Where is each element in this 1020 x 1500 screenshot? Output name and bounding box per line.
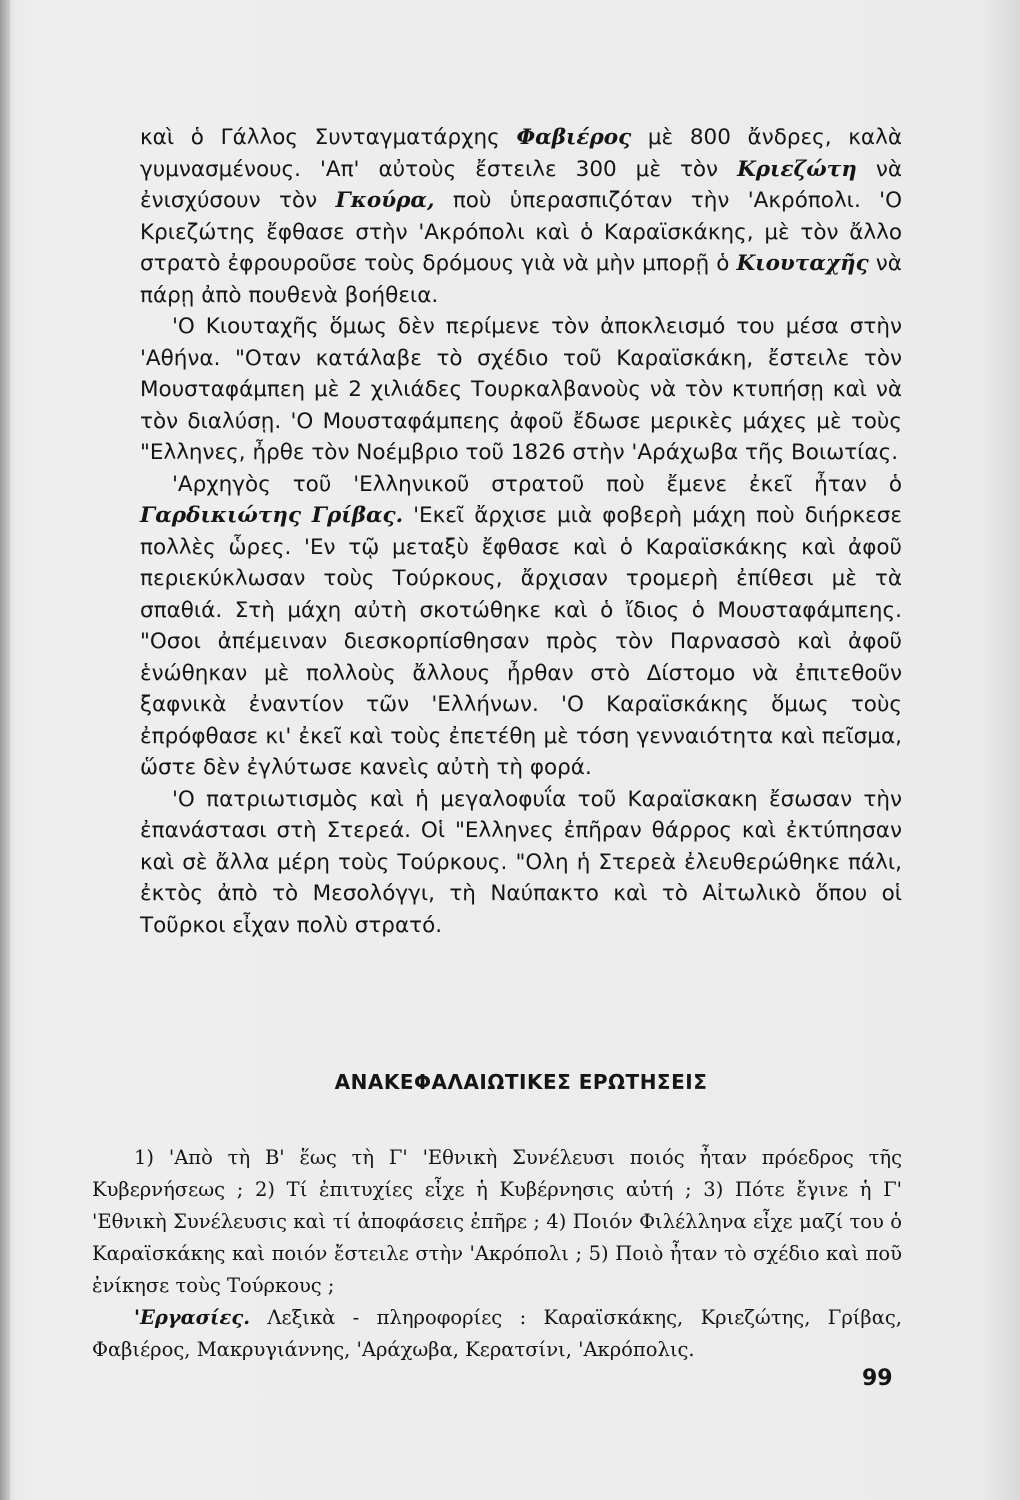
name-gouras: Γκούρα, — [335, 188, 435, 213]
paragraph-3 — [140, 469, 902, 784]
name-kriezotis: Κριεζώτη — [737, 156, 857, 182]
tasks-paragraph — [92, 1302, 902, 1366]
text-run: μὲ 800 ἄνδρες, καλὰ γυμνασμένους. 'Απ' αὐτοὺς ἔστειλε 300 μὲ τὸν — [140, 125, 902, 182]
text-run: 'Αρχηγὸς τοῦ 'Ελληνικοῦ στρατοῦ ποὺ ἔμενε ἐκεῖ ἦταν ὁ — [172, 471, 902, 497]
page-edge-shadow — [0, 0, 10, 1500]
paragraph-2: 'Ο Κιουταχῆς ὅμως δὲν περίμενε τὸν ἀποκλεισμό του μέσα στὴν 'Αθήνα. "Οταν κατάλαβε τὸ σχέδιο τοῦ Καραϊσκάκη, ἔστειλε τὸν Μουσταφάμπεη μὲ 2 χιλιάδες Τουρκαλβανοὺς νὰ τὸν κτυπήσῃ καὶ νὰ τὸν διαλύσῃ. 'Ο Μουσταφάμπεης ἀφοῦ ἔδωσε μερικὲς μάχες μὲ τοὺς "Ελληνες, ἦρθε τὸν Νοέμβριο τοῦ 1826 στὴν 'Αράχωβα τῆς Βοιωτίας. — [140, 314, 902, 465]
text-run: καὶ ὁ Γάλλος Συνταγματάρχης — [140, 125, 517, 150]
text-run: 'Εκεῖ ἄρχισε μιὰ φοβερὴ μάχη ποὺ διήρκεσε πολλὲς ὧρες. 'Εν τῷ μεταξὺ ἔφθασε καὶ ὁ Καραϊσκάκης καὶ ἀφοῦ περιεκύκλωσαν τοὺς Τούρκους, ἄρχισαν τρομερὴ ἐπίθεσι μὲ τὰ σπαθιά. Στὴ μάχη αὐτὴ σκοτώθηκε καὶ ὁ ἴδιος ὁ Μουσταφάμπεης. "Οσοι ἀπέμειναν διεσκορπίσθησαν πρὸς τὸν Παρνασσὸ καὶ ἀφοῦ ἑνώθηκαν μὲ πολλοὺς ἄλλους ἦρθαν στὸ Δίστομο νὰ ἐπιτεθοῦν ξαφνικὰ ἐναντίον τῶν 'Ελλήνων. 'Ο Καραϊσκάκης ὅμως τοὺς ἐπρόφθασε κι' ἐκεῖ καὶ τοὺς ἐπετέθη μὲ τόση γενναιότητα καὶ πεῖσμα, ὥστε δὲν ἐγλύτωσε κανεὶς αὐτὴ τὴ φορά. — [140, 503, 902, 780]
tasks-text: Λεξικὰ - πληροφορίες : Καραϊσκάκης, Κριεζώτης, Γρίβας, Φαβιέρος, Μακρυγιάννης, 'Αράχωβα, Κερατσίνι, 'Ακρόπολις. — [92, 1306, 902, 1361]
main-text — [140, 122, 902, 941]
text-run: νὰ πάρῃ ἀπὸ πουθενὰ βοήθεια. — [140, 251, 902, 308]
paragraph-1 — [140, 122, 902, 311]
text-run: ποὺ ὑπερασπιζόταν τὴν 'Ακρόπολι. 'Ο Κριεζώτης ἔφθασε στὴν 'Ακρόπολι καὶ ὁ Καραϊσκάκης, μὲ τὸν ἄλλο στρατὸ ἐφρουροῦσε τοὺς δρόμους γιὰ νὰ μὴν μπορῇ ὁ — [140, 188, 902, 276]
page-number: 99 — [862, 1366, 893, 1391]
name-kioutachis: Κιουταχῆς — [736, 251, 869, 276]
name-grivas: Γαρδικιώτης Γρίβας. — [140, 503, 404, 528]
paragraph-4: 'Ο πατριωτισμὸς καὶ ἡ μεγαλοφυΐα τοῦ Καραϊσκακη ἔσωσαν τὴν ἐπανάστασι στὴ Στερεά. Οἱ "Ελληνες ἐπῆραν θάρρος καὶ ἐκτύπησαν καὶ σὲ ἄλλα μέρη τοὺς Τούρκους. "Ολη ἡ Στερεὰ ἐλευθερώθηκε πάλι, ἐκτὸς ἀπὸ τὸ Μεσολόγγι, τὴ Ναύπακτο καὶ τὸ Αἰτωλικὸ ὅπου οἱ Τοῦρκοι εἶχαν πολὺ στρατό. — [140, 786, 902, 938]
name-fabvier: Φαβιέρος — [516, 125, 632, 150]
text-run: νὰ ἐνισχύσουν τὸν — [140, 156, 902, 213]
section-heading: ΑΝΑΚΕΦΑΛΑΙΩΤΙΚΕΣ ΕΡΩΤΗΣΕΙΣ — [334, 1070, 708, 1094]
questions-text: 1) 'Απὸ τὴ Β' ἕως τὴ Γ' 'Εθνικὴ Συνέλευσι ποιός ἦταν πρόεδρος τῆς Κυβερνήσεως ; 2) Τί ἐπιτυχίες εἶχε ἡ Κυβέρνησις αὐτή ; 3) Πότε ἔγινε ἡ Γ' 'Εθνικὴ Συνέλευσις καὶ τί ἀποφάσεις ἐπῆρε ; 4) Ποιόν Φιλέλληνα εἶχε μαζί του ὁ Καραϊσκάκης καὶ ποιόν ἔστειλε στὴν 'Ακρόπολι ; 5) Ποιὸ ἦταν τὸ σχέδιο καὶ ποῦ ἐνίκησε τοὺς Τούρκους ; — [92, 1146, 902, 1297]
review-questions — [92, 1142, 902, 1366]
tasks-label: 'Εργασίες. — [134, 1306, 251, 1329]
